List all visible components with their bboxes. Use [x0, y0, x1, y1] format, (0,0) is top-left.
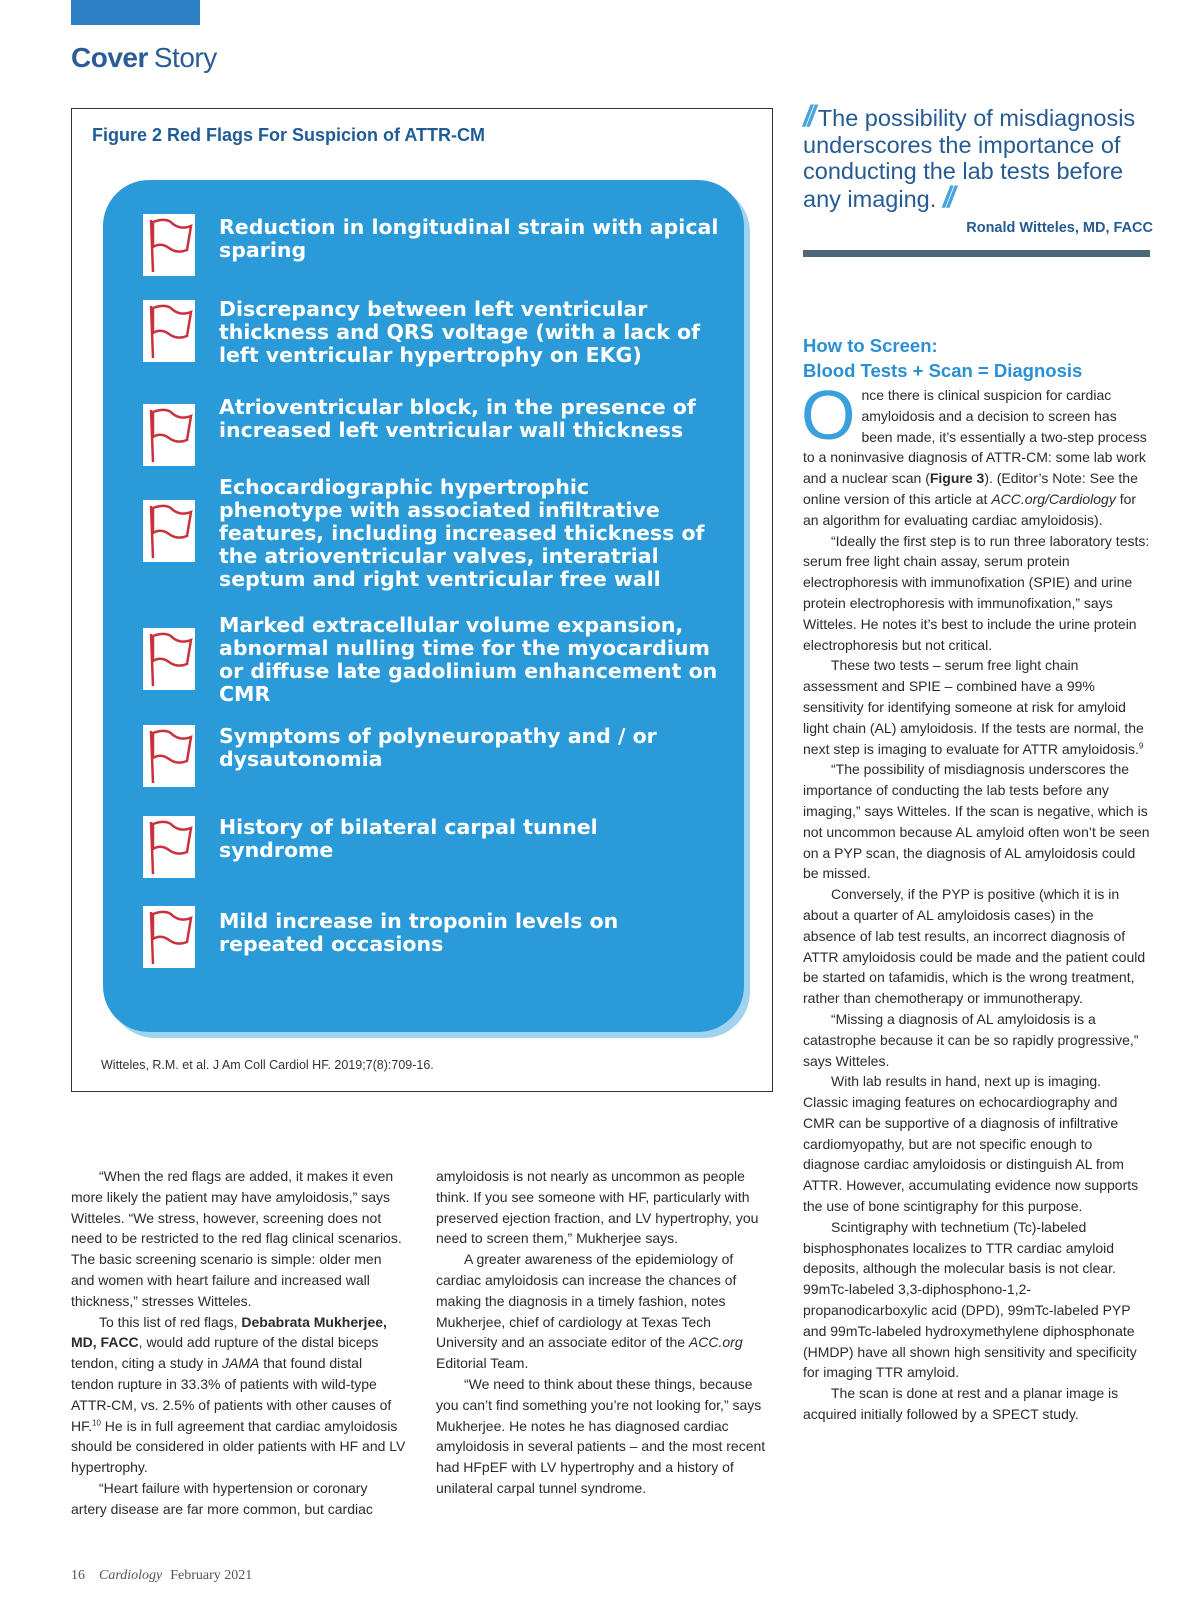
- flag-text: Discrepancy between left ventricular thickness and QRS voltage (with a lack of left ventricular hypertrophy on EKG): [219, 297, 701, 367]
- drop-cap: O: [801, 376, 856, 454]
- right-column: [803, 333, 1150, 1425]
- paragraph: The scan is done at rest and a planar image is acquired initially followed by a SPECT study.: [803, 1385, 1119, 1423]
- paragraph: [71, 1312, 407, 1478]
- pull-quote-author: Ronald Witteles, MD, FACC: [966, 220, 1153, 236]
- open-quote-mark: //: [803, 100, 812, 133]
- close-quote-mark: //: [942, 180, 952, 214]
- section-label: [71, 42, 217, 74]
- flag-text: Echocardiographic hypertrophic phenotype with associated infiltrative features, including increased thickness of the atrioventricular valves, interatrial septum and right ventricular free wall: [219, 475, 705, 591]
- text-run: for an algorithm for evaluating cardiac amyloidosis).: [803, 490, 1137, 528]
- text-run: To this list of red flags,: [99, 1313, 242, 1330]
- page-number: 16: [71, 1568, 85, 1583]
- page-footer: [71, 1568, 252, 1584]
- red-flag-icon: [143, 404, 195, 466]
- red-flags-panel: [103, 180, 744, 1032]
- paragraph: “Missing a diagnosis of AL amyloidosis is a catastrophe because it can be so rapidly progressive,” says Witteles.: [803, 1010, 1139, 1069]
- reference-number: 9: [1138, 740, 1144, 750]
- paragraph: “The possibility of misdiagnosis underscores the importance of conducting the lab tests before any imaging,” says Witteles. If the scan is negative, which is not uncommon because AL amyloid often won’t be seen on a PYP scan, the diagnosis of AL amyloidosis could be missed.: [803, 761, 1150, 882]
- paragraph: amyloidosis is not nearly as uncommon as people think. If you see someone with HF, particularly with preserved ejection fraction, and LV hypertrophy, you need to screen them,” Mukherjee says.: [436, 1168, 759, 1247]
- text-run: A greater awareness of the epidemiology of cardiac amyloidosis can increase the chances of making the diagnosis in a timely fashion, notes Mukherjee, chief of cardiology at Texas Tech University and an associate editor of the: [436, 1251, 737, 1351]
- paragraph: With lab results in hand, next up is imaging. Classic imaging features on echocardiography and CMR can be supportive of a diagnosis of infiltrative cardiomyopathy, but are not specific enough to diagnose cardiac amyloidosis or distinguish AL from ATTR. However, accumulating evidence now supports the use of bone scintigraphy for this purpose.: [803, 1073, 1139, 1215]
- paragraph: “We need to think about these things, because you can’t find something you’re not looking for,” says Mukherjee. He notes he has diagnosed cardiac amyloidosis in several patients – and the most recent had HFpEF with LV hypertrophy and a history of unilateral carpal tunnel syndrome.: [436, 1375, 766, 1496]
- red-flag-icon: [143, 906, 195, 968]
- red-flag-icon: [143, 500, 195, 562]
- flag-text: Reduction in longitudinal strain with apical sparing: [219, 215, 719, 262]
- journal-name: JAMA: [222, 1355, 260, 1372]
- paragraph: “Ideally the first step is to run three laboratory tests: serum free light chain assay, serum protein electrophoresis with immunofixation (SPIE) and urine protein electrophoresis with immunofixation,” says Witteles. He notes it’s best to include the urine protein electrophoresis but not critical.: [803, 532, 1150, 653]
- site-ref: ACC.org: [688, 1334, 743, 1351]
- flag-text: Mild increase in troponin levels on repeated occasions: [219, 909, 619, 956]
- red-flag-icon: [143, 214, 195, 276]
- flag-text: History of bilateral carpal tunnel syndrome: [219, 815, 598, 862]
- text-run: Editorial Team.: [436, 1355, 529, 1372]
- pull-quote-body: The possibility of misdiagnosis underscores the importance of conducting the lab tests before any imaging.: [803, 105, 1136, 212]
- flag-text: Marked extracellular volume expansion, abnormal nulling time for the myocardium or diffuse late gadolinium enhancement on CMR: [219, 613, 718, 706]
- paragraph: [803, 655, 1150, 759]
- red-flag-icon: [143, 628, 195, 690]
- figure-2-box: [71, 108, 773, 1092]
- text-run: that found distal tendon rupture in 33.3% of patients with wild-type ATTR-CM, vs. 2.5% of patients with other causes of HF.: [71, 1355, 392, 1434]
- figure-source: Witteles, R.M. et al. J Am Coll Cardiol HF. 2019;7(8):709-16.: [101, 1058, 434, 1072]
- publication-name: Cardiology: [99, 1568, 163, 1583]
- paragraph: “Heart failure with hypertension or coronary artery disease are far more common, but cardiac: [71, 1479, 373, 1517]
- person-name: Debabrata Mukherjee, MD, FACC: [71, 1313, 387, 1351]
- subhead-line-2: Blood Tests + Scan = Diagnosis: [803, 360, 1083, 381]
- middle-column: [436, 1166, 772, 1499]
- site-ref: ACC.org/Cardiology: [991, 490, 1116, 507]
- subhead-line-1: How to Screen:: [803, 335, 938, 356]
- left-column: [71, 1166, 407, 1520]
- figure-ref: Figure 3: [929, 470, 985, 487]
- flag-text: Atrioventricular block, in the presence of increased left ventricular wall thickness: [219, 395, 696, 442]
- red-flag-icon: [143, 816, 195, 878]
- text-run: He is in full agreement that cardiac amyloidosis should be considered in older patients with HF and LV hypertrophy.: [71, 1417, 406, 1476]
- paragraph: “When the red flags are added, it makes it even more likely the patient may have amyloidosis,” says Witteles. “We stress, however, screening does not need to be restricted to the red flag clinical scenarios. The basic screening scenario is simple: older men and women with heart failure and increased wall thickness,” stresses Witteles.: [71, 1168, 402, 1309]
- flag-text: Symptoms of polyneuropathy and / or dysautonomia: [219, 724, 657, 771]
- paragraph: Conversely, if the PYP is positive (which it is in about a quarter of AL amyloidosis cases) in the absence of lab test results, an incorrect diagnosis of ATTR amyloidosis could be made and the patient could be started on tafamidis, which is the wrong treatment, rather than chemotherapy or immunotherapy.: [803, 886, 1146, 1007]
- pull-quote-divider: [803, 250, 1150, 257]
- section-label-light: Story: [153, 42, 217, 73]
- text-run: These two tests – serum free light chain assessment and SPIE – combined have a 99% sensitivity for identifying someone at risk for amyloid light chain (AL) amyloidosis. If the tests are normal, the next step is imaging to evaluate for ATTR amyloidosis.: [803, 657, 1144, 757]
- top-accent-bar: [71, 0, 200, 25]
- pull-quote: [803, 100, 1153, 236]
- pull-quote-text: [803, 100, 1153, 214]
- figure-title: Figure 2 Red Flags For Suspicion of ATTR-CM: [92, 125, 486, 145]
- text-run: , would add rupture of the distal biceps tendon, citing a study in: [71, 1334, 379, 1372]
- red-flag-icon: [143, 725, 195, 787]
- issue-date: February 2021: [170, 1568, 253, 1583]
- section-label-bold: Cover: [71, 42, 148, 73]
- paragraph: Scintigraphy with technetium (Tc)-labeled bisphosphonates localizes to TTR cardiac amyloid deposits, although the molecular basis is not clear. 99mTc-labeled 3,3-diphosphono-1,2-propanodicarboxylic acid (DPD), 99mTc-labeled PYP and 99mTc-labeled hydroxymethylene diphosphonate (HMDP) have all shown high sensitivity and specificity for imaging TTR amyloid.: [803, 1218, 1137, 1381]
- subhead: [803, 333, 1150, 383]
- reference-number: 10: [92, 1417, 101, 1427]
- red-flag-icon: [143, 300, 195, 362]
- paragraph: [436, 1249, 772, 1374]
- paragraph: [801, 376, 1150, 531]
- text-run: ). (Editor’s Note: See the online version of this article at: [803, 470, 1138, 507]
- text-run: nce there is clinical suspicion for cardiac amyloidosis and a decision to screen has been made, it’s essentially a two-step process to a noninvasive diagnosis of ATTR-CM: some lab work and a nuclear scan (: [803, 387, 1147, 487]
